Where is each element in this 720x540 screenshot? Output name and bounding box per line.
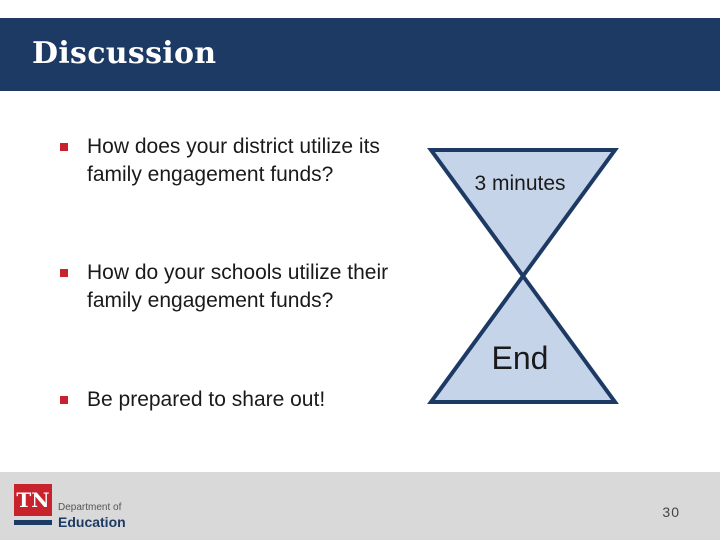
timer-end-label: End bbox=[491, 340, 549, 376]
hourglass-bottom-triangle bbox=[431, 276, 615, 402]
logo-mark-text: TN bbox=[16, 488, 50, 512]
logo-stripe bbox=[14, 520, 52, 525]
bullet-text: How do your schools utilize their family engagement funds? bbox=[87, 261, 389, 312]
bullet-item bbox=[60, 133, 390, 189]
slide-title: Discussion bbox=[32, 36, 217, 71]
page-number: 30 bbox=[662, 504, 680, 520]
bullet-item bbox=[60, 386, 390, 414]
hourglass-timer bbox=[425, 142, 625, 413]
logo-department-text: Department of bbox=[58, 502, 122, 513]
logo-agency-text: Education bbox=[58, 514, 126, 530]
hourglass-top-triangle bbox=[431, 150, 615, 276]
bullet-text: How does your district utilize its family engagement funds? bbox=[87, 135, 380, 186]
bullet-text: Be prepared to share out! bbox=[87, 388, 326, 411]
bullet-item bbox=[60, 259, 390, 315]
square-bullet-icon bbox=[60, 396, 68, 404]
timer-duration-label: 3 minutes bbox=[474, 172, 566, 195]
square-bullet-icon bbox=[60, 269, 68, 277]
square-bullet-icon bbox=[60, 143, 68, 151]
